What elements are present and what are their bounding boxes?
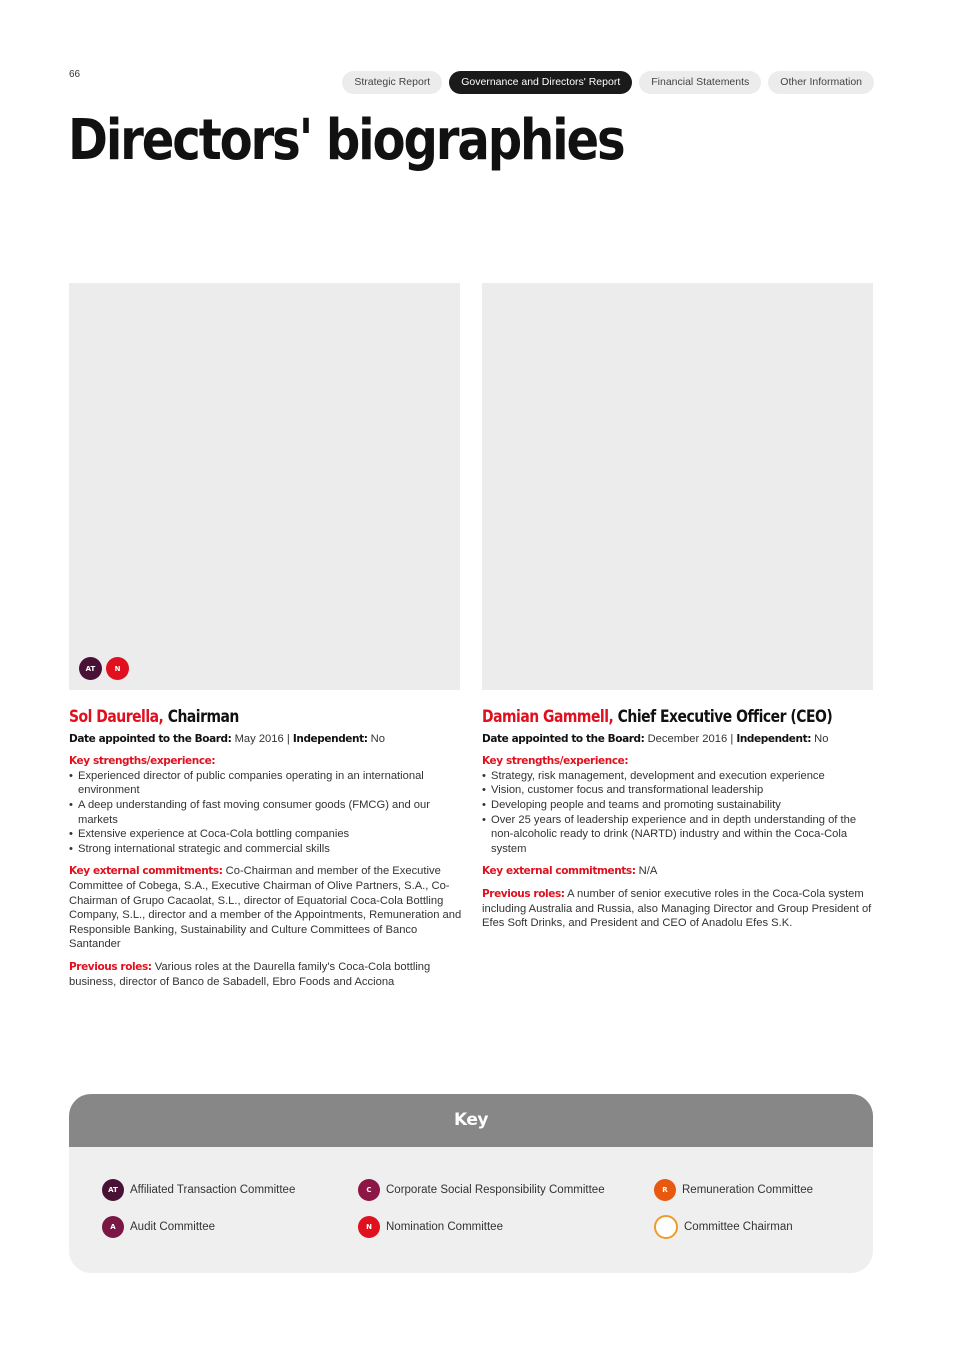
key-item-label: Nomination Committee bbox=[386, 1221, 503, 1233]
key-item-audit bbox=[102, 1216, 215, 1238]
appointed-label: Date appointed to the Board: bbox=[482, 732, 645, 745]
page-number: 66 bbox=[69, 69, 81, 80]
key-item-remuneration bbox=[654, 1179, 813, 1201]
strengths-label: Key strengths/experience: bbox=[69, 755, 216, 768]
key-item-committee-chairman bbox=[654, 1215, 793, 1239]
independent-value: No bbox=[814, 732, 829, 745]
page-title: Directors' biographies bbox=[68, 108, 624, 173]
appointed-label: Date appointed to the Board: bbox=[69, 732, 232, 745]
external-value: Co-Chairman and member of the Executive Committee of Cobega, S.A., Executive Chairman of Olive Partners, S.A., Co-Chairman of Grupo Cacaolat, S.L., director of Equatorial Coca-Cola Bottling Company, S.L., director and a member of the Appointments, Remuneration and Responsible Banking, Sustainability and Culture Committees of Banco Santander bbox=[69, 865, 462, 951]
strengths-label: Key strengths/experience: bbox=[482, 755, 629, 768]
committee-badges bbox=[79, 657, 129, 680]
committee-badge-affiliated-transaction: AT bbox=[102, 1179, 124, 1201]
independent-value: No bbox=[370, 732, 385, 745]
director-bio bbox=[482, 707, 877, 939]
external-label: Key external commitments: bbox=[69, 865, 223, 878]
chairman-ring-icon bbox=[654, 1215, 678, 1239]
previous-value: A number of senior executive roles in the Coca-Cola system including Australia and Russia, also Managing Director and Group President of Efes Soft Drinks, and President and CEO of Anadolu Efes S.K. bbox=[482, 887, 872, 930]
external-commitments bbox=[69, 864, 464, 952]
key-item-label: Remuneration Committee bbox=[682, 1184, 814, 1196]
key-item-label: Corporate Social Responsibility Committee bbox=[386, 1184, 605, 1196]
director-meta bbox=[482, 732, 877, 747]
external-commitments bbox=[482, 864, 877, 879]
key-item-label: Audit Committee bbox=[130, 1221, 216, 1233]
committee-badge-remuneration: R bbox=[654, 1179, 676, 1201]
external-value: N/A bbox=[638, 865, 658, 878]
appointed-value: December 2016 bbox=[647, 732, 728, 745]
strengths-list bbox=[482, 769, 877, 857]
key-item-nomination bbox=[358, 1216, 503, 1238]
tab-financial-statements[interactable]: Financial Statements bbox=[639, 71, 761, 94]
tab-other-information[interactable]: Other Information bbox=[768, 71, 874, 94]
director-photo-placeholder bbox=[482, 283, 873, 690]
independent-label: Independent: bbox=[736, 732, 811, 745]
list-item: • Over 25 years of leadership experience and in depth understanding of the non-alcoholic ready to drink (NARTD) industry and within the Coca-Cola system bbox=[482, 813, 877, 857]
key-item-label: Affiliated Transaction Committee bbox=[130, 1184, 296, 1196]
committee-badge-audit: A bbox=[102, 1216, 124, 1238]
appointed-value: May 2016 bbox=[234, 732, 284, 745]
list-item: • Vision, customer focus and transformational leadership bbox=[482, 783, 877, 798]
previous-roles bbox=[69, 960, 464, 989]
director-name: Sol Daurella, bbox=[69, 707, 164, 727]
previous-value: Various roles at the Daurella family's Coca-Cola bottling business, director of Banco de Sabadell, Ebro Foods and Acciona bbox=[69, 960, 431, 988]
committee-key bbox=[69, 1094, 873, 1273]
separator: | bbox=[286, 732, 290, 745]
tab-strategic-report[interactable]: Strategic Report bbox=[342, 71, 442, 94]
director-photo-placeholder bbox=[69, 283, 460, 690]
key-title: Key bbox=[69, 1094, 873, 1147]
external-label: Key external commitments: bbox=[482, 865, 636, 878]
tab-governance-directors-report[interactable]: Governance and Directors' Report bbox=[449, 71, 632, 94]
director-meta bbox=[69, 732, 464, 747]
list-item: • Experienced director of public companies operating in an international environment bbox=[69, 769, 464, 798]
list-item: • A deep understanding of fast moving consumer goods (FMCG) and our markets bbox=[69, 798, 464, 827]
previous-label: Previous roles: bbox=[69, 960, 152, 973]
list-item: • Strong international strategic and commercial skills bbox=[69, 842, 464, 857]
committee-badge-nomination: N bbox=[106, 657, 129, 680]
list-item: • Extensive experience at Coca-Cola bottling companies bbox=[69, 827, 464, 842]
independent-label: Independent: bbox=[292, 732, 368, 745]
director-role: Chief Executive Officer (CEO) bbox=[617, 707, 833, 727]
key-item-affiliated-transaction bbox=[102, 1179, 295, 1201]
strengths-section bbox=[69, 754, 464, 856]
separator: | bbox=[730, 732, 734, 745]
list-item: • Strategy, risk management, development and execution experience bbox=[482, 769, 877, 784]
key-item-csr bbox=[358, 1179, 605, 1201]
section-nav bbox=[342, 71, 874, 94]
director-bio bbox=[69, 707, 464, 997]
key-item-label: Committee Chairman bbox=[684, 1221, 793, 1233]
strengths-section bbox=[482, 754, 877, 856]
director-heading bbox=[482, 707, 833, 727]
director-name: Damian Gammell, bbox=[482, 707, 614, 727]
director-heading bbox=[69, 707, 393, 727]
list-item: • Developing people and teams and promoting sustainability bbox=[482, 798, 877, 813]
committee-badge-nomination: N bbox=[358, 1216, 380, 1238]
previous-label: Previous roles: bbox=[482, 887, 565, 900]
committee-badge-affiliated-transaction: AT bbox=[79, 657, 102, 680]
previous-roles bbox=[482, 887, 877, 931]
strengths-list bbox=[69, 769, 464, 857]
director-role: Chairman bbox=[167, 707, 239, 727]
committee-badge-csr: C bbox=[358, 1179, 380, 1201]
